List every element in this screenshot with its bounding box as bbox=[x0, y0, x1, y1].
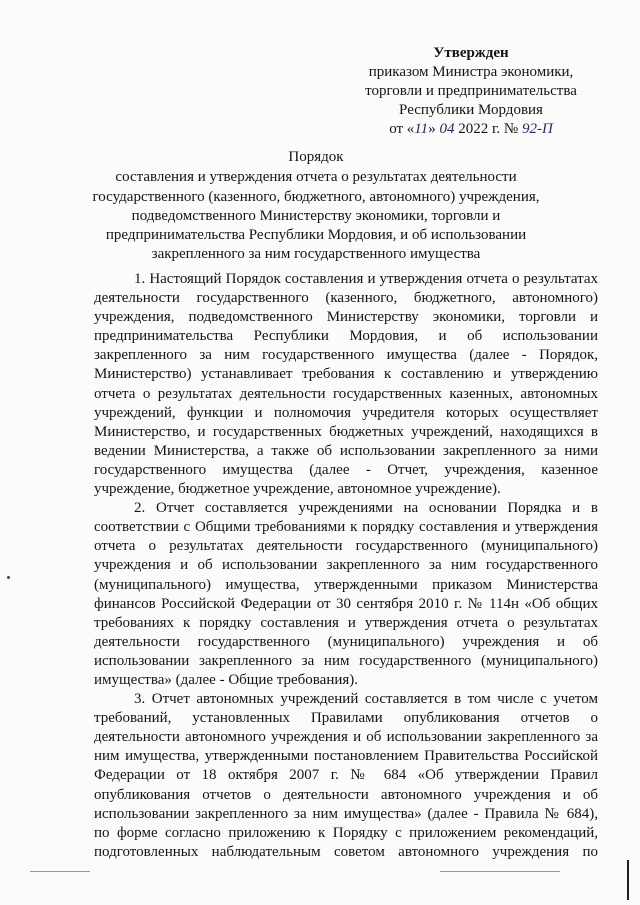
text-line: требованиях к порядку составления и утверждения отчета о результатах bbox=[94, 614, 598, 631]
date-year: 2022 г. № bbox=[458, 121, 519, 137]
text-line: соответствии с Общими требованиями к порядку составления и утверждения bbox=[94, 519, 598, 536]
title-line: подведомственного Министерству экономики, торговли и bbox=[131, 207, 501, 224]
paragraph-1 bbox=[94, 270, 598, 499]
text-line: деятельности автономного учреждения и об использовании закрепленного за bbox=[94, 729, 598, 746]
scan-artifact-line bbox=[30, 871, 90, 872]
scan-artifact-line bbox=[440, 871, 560, 872]
text-line: Федерации от 18 октября 2007 г. № 684 «Об утверждении Правил bbox=[94, 767, 598, 784]
date-prefix: от « bbox=[389, 121, 415, 137]
text-line: требований, установленных Правилами опубликования отчетов о bbox=[94, 710, 598, 727]
text-line: Министерство) устанавливает требования к составлению и утверждению bbox=[94, 366, 598, 383]
text-line: финансов Российской Федерации от 30 сентября 2010 г. № 114н «Об общих bbox=[94, 595, 598, 612]
text-line: имущества» (далее - Общие требования). bbox=[94, 671, 359, 688]
order-number: 92-П bbox=[521, 121, 553, 137]
text-line: отчета о результатах деятельности государственного (муниципального) bbox=[94, 538, 598, 555]
approval-line: Республики Мордовия bbox=[399, 102, 543, 118]
date-day: 11 bbox=[414, 121, 429, 137]
date-mid: » bbox=[428, 121, 436, 137]
paragraph-3 bbox=[94, 690, 598, 862]
approval-title: Утвержден bbox=[433, 45, 509, 61]
title-line: предпринимательства Республики Мордовия, и об использовании bbox=[105, 227, 527, 244]
paragraph-2 bbox=[94, 499, 598, 690]
text-line: деятельности государственного (муниципального) учреждения и об bbox=[94, 633, 598, 650]
text-line: учреждений, функции и полномочия учредителя которых осуществляет bbox=[94, 404, 598, 421]
text-line: учреждение, бюджетное учреждение, автономное учреждение). bbox=[94, 481, 501, 498]
text-line: ведении Министерства, а также об использовании закрепленного за ними bbox=[94, 442, 598, 459]
approval-line: торговли и предпринимательства bbox=[365, 83, 577, 99]
text-line: предпринимательства Республики Мордовия, и об использовании bbox=[94, 328, 598, 345]
text-line: использовании закрепленного за ним государственного (муниципального) bbox=[94, 652, 598, 669]
text-line: (муниципального) имущества, утвержденными приказом Министерства bbox=[94, 576, 598, 593]
text-line: 3. Отчет автономных учреждений составляется в том числе с учетом bbox=[134, 691, 598, 708]
approval-block bbox=[356, 44, 586, 139]
text-line: использовании закрепленного за ним имущества» (далее - Правила № 684), bbox=[94, 805, 598, 822]
text-line: подготовленных наблюдательным советом автономного учреждения по bbox=[94, 843, 598, 860]
text-line: учреждения и об использовании закрепленного за ним государственного bbox=[94, 557, 598, 574]
text-line: деятельности государственного (казенного, бюджетного, автономного) bbox=[94, 290, 598, 307]
title-heading: Порядок bbox=[288, 149, 344, 165]
text-line: 2. Отчет составляется учреждениями на основании Порядка и в bbox=[134, 500, 598, 517]
date-month: 04 bbox=[439, 121, 455, 137]
title-line: государственного (казенного, бюджетного, автономного) учреждения, bbox=[92, 188, 540, 205]
scan-speck bbox=[7, 576, 10, 579]
document-body bbox=[94, 270, 598, 862]
text-line: закрепленного за ним государственного имущества (далее - Порядок, bbox=[94, 347, 598, 364]
text-line: Министерство, и государственных бюджетных учреждений, находящихся в bbox=[94, 423, 598, 440]
title-line: составления и утверждения отчета о результатах деятельности bbox=[115, 169, 517, 186]
title-line: закрепленного за ним государственного имущества bbox=[151, 246, 481, 263]
text-line: по форме согласно приложению к Порядку с приложением рекомендаций, bbox=[94, 824, 598, 841]
document-title bbox=[90, 148, 542, 265]
text-line: ним имущества, утвержденными постановлением Правительства Российской bbox=[94, 748, 598, 765]
approval-line: приказом Министра экономики, bbox=[368, 64, 574, 80]
approval-date bbox=[356, 120, 586, 139]
text-line: учреждения, подведомственного Министерству экономики, торговли и bbox=[94, 309, 598, 326]
text-line: опубликования отчетов о деятельности автономного учреждения и об bbox=[94, 786, 598, 803]
text-line: государственного имущества (далее - Отчет, учреждения, казенное bbox=[94, 461, 598, 478]
text-line: отчета о результатах деятельности государственных казенных, автономных bbox=[94, 385, 598, 402]
scan-edge-mark bbox=[627, 860, 629, 900]
text-line: 1. Настоящий Порядок составления и утверждения отчета о результатах bbox=[134, 271, 598, 287]
